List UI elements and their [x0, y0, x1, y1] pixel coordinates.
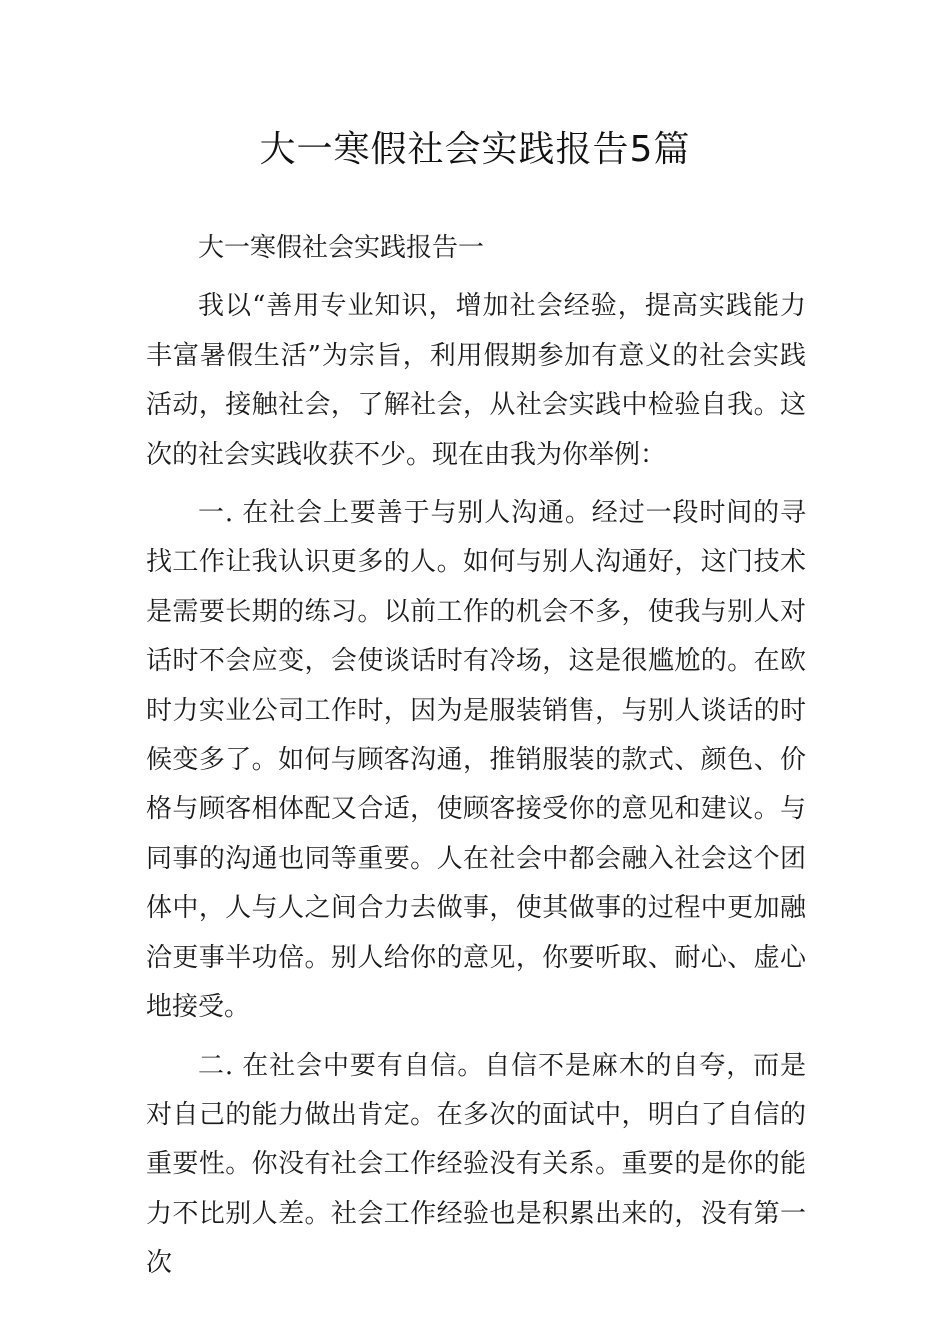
section-heading: 大一寒假社会实践报告一: [198, 233, 485, 263]
paragraph-intro: 我以“善用专业知识，增加社会经验，提高实践能力丰富暑假生活”为宗旨，利用假期参加有意义的社会实践活动，接触社会，了解社会，从社会实践中检验自我。这次的社会实践收获不少。现在由我为你举例：: [146, 291, 806, 470]
paragraph-confidence: 二. 在社会中要有自信。自信不是麻木的自夸，而是对自己的能力做出肯定。在多次的面试中，明白了自信的重要性。你没有社会工作经验没有关系。重要的是你的能力不比别人差。社会工作经验也是积累出来的，没有第一次: [146, 1050, 806, 1279]
document-title: 大一寒假社会实践报告5篇: [259, 129, 691, 170]
document-body: [146, 224, 806, 1289]
paragraph-communication: 一. 在社会上要善于与别人沟通。经过一段时间的寻找工作让我认识更多的人。如何与别人沟通好，这门技术是需要长期的练习。以前工作的机会不多，使我与别人对话时不会应变，会使谈话时有冷场，这是很尴尬的。在欧时力实业公司工作时，因为是服装销售，与别人谈话的时候变多了。如何与顾客沟通，推销服装的款式、颜色、价格与顾客相体配又合适，使顾客接受你的意见和建议。与同事的沟通也同等重要。人在社会中都会融入社会这个团体中，人与人之间合力去做事，使其做事的过程中更加融洽更事半功倍。别人给你的意见，你要听取、耐心、虚心地接受。: [146, 498, 806, 1023]
